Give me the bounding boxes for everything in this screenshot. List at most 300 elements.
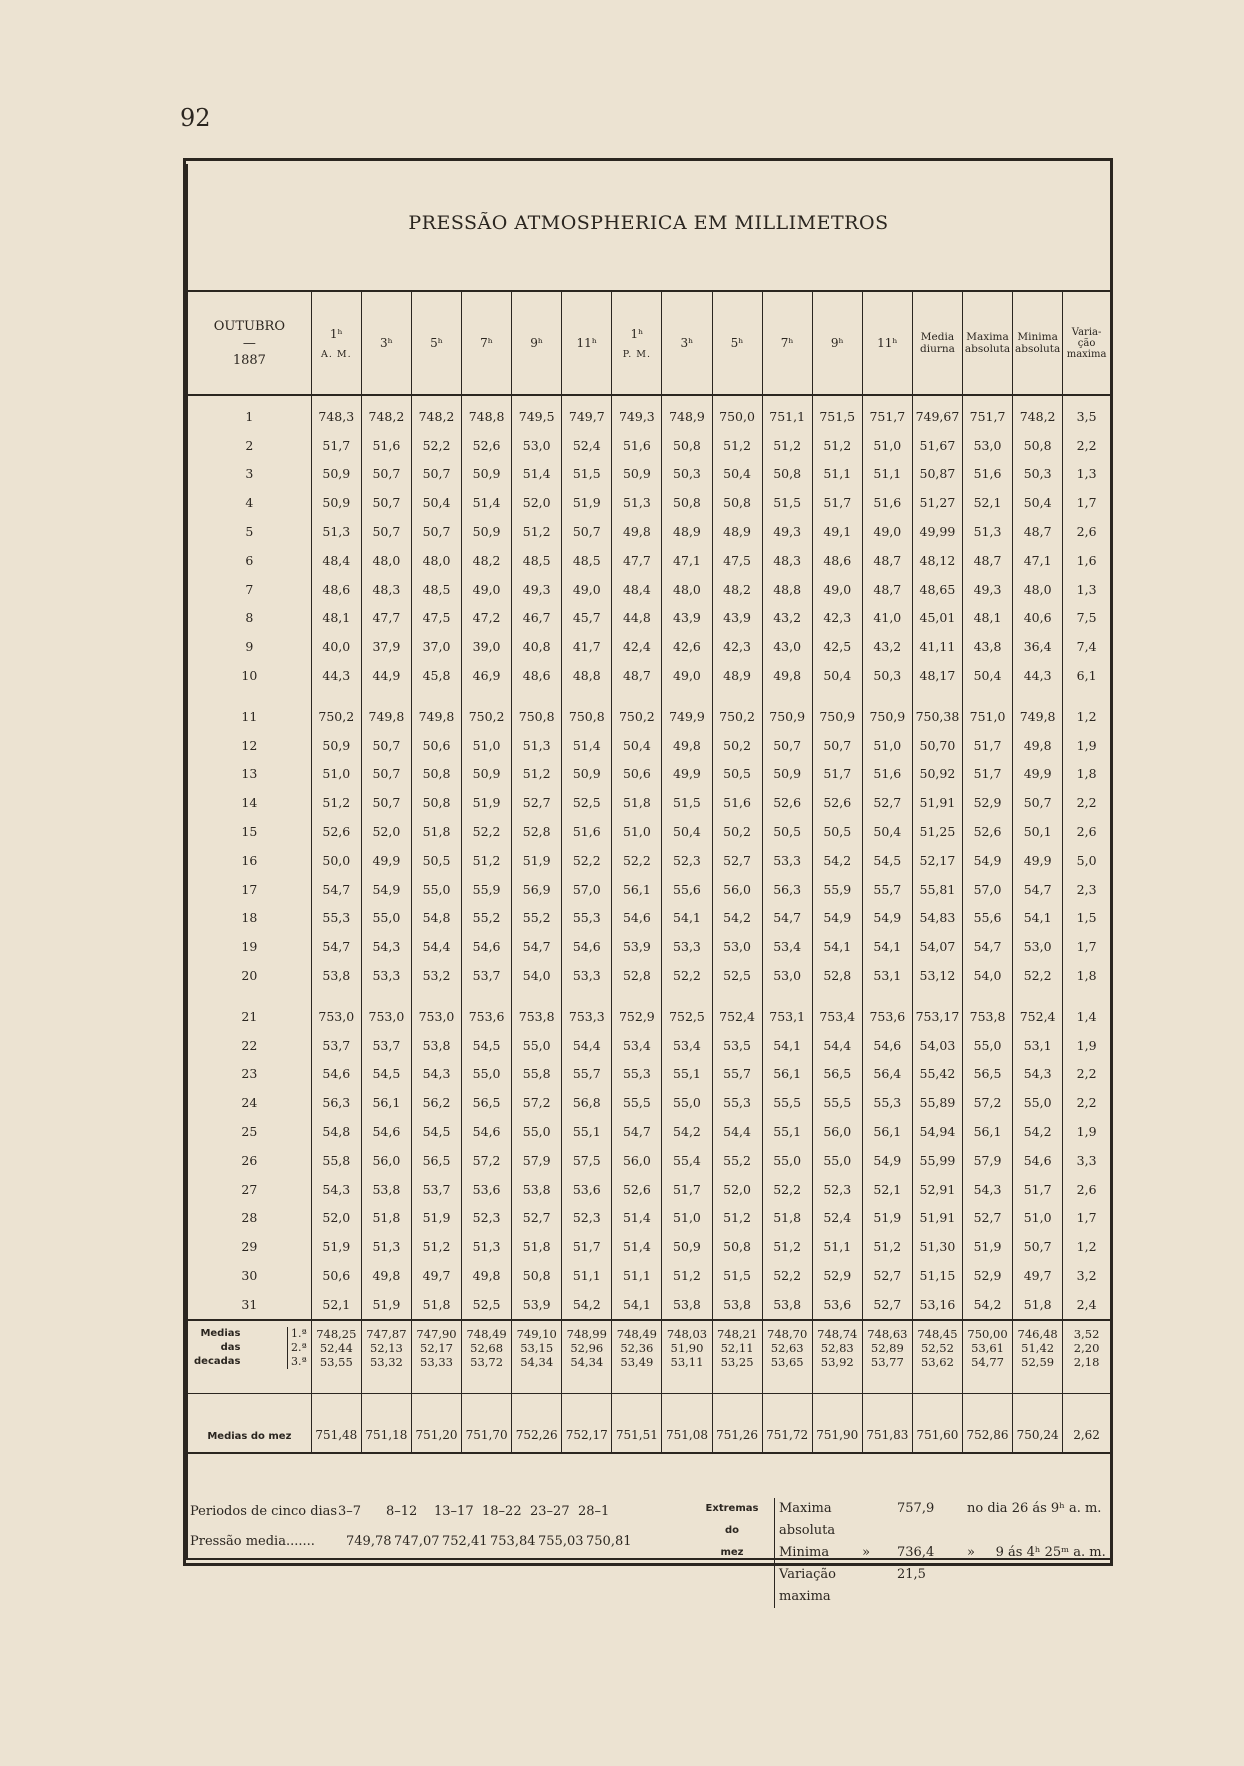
value-cell: 752,9 <box>612 1002 662 1031</box>
value-cell: 56,1 <box>962 1117 1012 1146</box>
value-cell: 50,9 <box>562 760 612 789</box>
value-cell: 53,4 <box>612 1031 662 1060</box>
value-cell: 54,0 <box>962 961 1012 990</box>
decade-mean-cell <box>1013 1320 1063 1394</box>
value-cell: 51,9 <box>361 1290 411 1320</box>
value-cell: 42,3 <box>812 604 862 633</box>
value-cell: 51,25 <box>912 817 962 846</box>
pressure-media-row <box>190 1528 634 1554</box>
value-cell: 51,1 <box>812 460 862 489</box>
value-cell: 48,6 <box>311 575 361 604</box>
value-cell: 55,0 <box>411 875 461 904</box>
decade-mean-value: 53,25 <box>720 1354 754 1369</box>
value-cell: 51,6 <box>862 488 912 517</box>
value-cell: 52,0 <box>311 1204 361 1233</box>
extreme-min: Minima » 736,4 » 9 ás 4ʰ 25ᵐ a. m. <box>779 1545 1106 1560</box>
value-cell: 751,7 <box>862 395 912 431</box>
value-cell: 50,4 <box>812 661 862 690</box>
value-cell: 51,5 <box>762 488 812 517</box>
value-cell: 50,5 <box>812 817 862 846</box>
value-cell: 50,5 <box>762 817 812 846</box>
value-cell: 50,9 <box>662 1232 712 1261</box>
gap-cell <box>411 690 461 702</box>
value-cell: 55,42 <box>912 1060 962 1089</box>
value-cell: 45,7 <box>562 604 612 633</box>
value-cell: 48,7 <box>862 575 912 604</box>
value-cell: 51,8 <box>612 788 662 817</box>
decade-mean-value: 52,36 <box>620 1340 654 1355</box>
table-row <box>188 575 1110 604</box>
value-cell: 49,0 <box>462 575 512 604</box>
gap-cell <box>662 990 712 1002</box>
value-cell: 55,3 <box>612 1060 662 1089</box>
decade-mean-value: 53,15 <box>520 1340 554 1355</box>
value-cell: 48,7 <box>612 661 662 690</box>
value-cell: 56,0 <box>812 1117 862 1146</box>
value-cell: 51,4 <box>612 1204 662 1233</box>
value-cell: 50,6 <box>411 731 461 760</box>
value-cell: 51,3 <box>512 731 562 760</box>
value-cell: 51,9 <box>962 1232 1012 1261</box>
value-cell: 51,1 <box>562 1261 612 1290</box>
value-cell: 55,6 <box>962 904 1012 933</box>
value-cell: 56,5 <box>962 1060 1012 1089</box>
value-cell: 53,1 <box>862 961 912 990</box>
value-cell: 53,3 <box>762 846 812 875</box>
value-cell: 53,8 <box>662 1290 712 1320</box>
decade-mean-value: 52,63 <box>770 1340 804 1355</box>
value-cell: 748,8 <box>462 395 512 431</box>
gap-cell <box>612 990 662 1002</box>
value-cell: 54,8 <box>411 904 461 933</box>
value-cell: 749,8 <box>411 702 461 731</box>
value-cell: 48,7 <box>962 546 1012 575</box>
value-cell: 53,7 <box>311 1031 361 1060</box>
value-cell: 1,5 <box>1063 904 1110 933</box>
value-cell: 52,7 <box>862 1261 912 1290</box>
value-cell: 50,7 <box>361 460 411 489</box>
gap-cell <box>361 990 411 1002</box>
value-cell: 50,7 <box>411 517 461 546</box>
value-cell: 55,9 <box>462 875 512 904</box>
value-cell: 51,3 <box>962 517 1012 546</box>
decade-mean-value: 2,18 <box>1073 1354 1100 1369</box>
value-cell: 750,2 <box>311 702 361 731</box>
value-cell: 53,7 <box>361 1031 411 1060</box>
value-cell: 54,2 <box>662 1117 712 1146</box>
value-cell: 52,2 <box>662 961 712 990</box>
value-cell: 54,4 <box>712 1117 762 1146</box>
value-cell: 50,5 <box>712 760 762 789</box>
gap-cell <box>1013 690 1063 702</box>
value-cell: 55,3 <box>311 904 361 933</box>
table-row <box>188 1261 1110 1290</box>
value-cell: 52,9 <box>962 1261 1012 1290</box>
value-cell: 54,1 <box>662 904 712 933</box>
table-row <box>188 817 1110 846</box>
value-cell: 52,7 <box>962 1204 1012 1233</box>
extremes-label: Extremas do mez <box>705 1503 759 1558</box>
value-cell: 748,2 <box>411 395 461 431</box>
value-cell: 50,9 <box>462 760 512 789</box>
value-cell: 53,8 <box>311 961 361 990</box>
value-cell: 50,8 <box>662 488 712 517</box>
value-cell: 51,8 <box>1013 1290 1063 1320</box>
value-cell: 52,2 <box>562 846 612 875</box>
value-cell: 53,3 <box>361 961 411 990</box>
value-cell: 51,9 <box>462 788 512 817</box>
value-cell: 54,3 <box>311 1175 361 1204</box>
value-cell: 42,5 <box>812 632 862 661</box>
value-cell: 46,9 <box>462 661 512 690</box>
value-cell: 53,6 <box>462 1175 512 1204</box>
value-cell: 3,5 <box>1063 395 1110 431</box>
value-cell: 56,8 <box>562 1088 612 1117</box>
table-row <box>188 788 1110 817</box>
decade-mean-value: 2,20 <box>1073 1340 1100 1355</box>
value-cell: 55,8 <box>311 1146 361 1175</box>
value-cell: 55,5 <box>612 1088 662 1117</box>
value-cell: 48,7 <box>1013 517 1063 546</box>
value-cell: 753,0 <box>311 1002 361 1031</box>
value-cell: 52,1 <box>862 1175 912 1204</box>
day-cell: 18 <box>241 910 258 926</box>
value-cell: 51,67 <box>912 431 962 460</box>
value-cell: 49,8 <box>1013 731 1063 760</box>
value-cell: 749,7 <box>562 395 612 431</box>
value-cell: 54,7 <box>311 875 361 904</box>
decade-mean-value: 52,96 <box>570 1340 604 1355</box>
table-row <box>188 1002 1110 1031</box>
decade-mean-value: 53,72 <box>470 1354 504 1369</box>
value-cell: 753,1 <box>762 1002 812 1031</box>
value-cell: 50,70 <box>912 731 962 760</box>
value-cell: 50,3 <box>862 661 912 690</box>
table-row <box>188 731 1110 760</box>
value-cell: 49,9 <box>361 846 411 875</box>
value-cell: 49,0 <box>862 517 912 546</box>
table-row <box>188 1117 1110 1146</box>
value-cell: 52,5 <box>462 1290 512 1320</box>
value-cell: 44,8 <box>612 604 662 633</box>
value-cell: 49,8 <box>361 1261 411 1290</box>
value-cell: 751,0 <box>962 702 1012 731</box>
value-cell: 53,9 <box>612 932 662 961</box>
value-cell: 50,5 <box>411 846 461 875</box>
value-cell: 43,9 <box>712 604 762 633</box>
value-cell: 2,2 <box>1063 1060 1110 1089</box>
value-cell: 50,7 <box>1013 788 1063 817</box>
value-cell: 48,5 <box>411 575 461 604</box>
value-cell: 45,01 <box>912 604 962 633</box>
gap-cell <box>762 990 812 1002</box>
value-cell: 47,7 <box>361 604 411 633</box>
value-cell: 51,4 <box>612 1232 662 1261</box>
value-cell: 54,6 <box>311 1060 361 1089</box>
value-cell: 52,6 <box>762 788 812 817</box>
value-cell: 753,0 <box>411 1002 461 1031</box>
value-cell: 54,9 <box>962 846 1012 875</box>
day-cell: 26 <box>241 1152 258 1168</box>
value-cell: 51,9 <box>562 488 612 517</box>
gap-cell <box>762 690 812 702</box>
period-range: 8–12 <box>386 1503 418 1519</box>
value-cell: 44,3 <box>1013 661 1063 690</box>
value-cell: 54,8 <box>311 1117 361 1146</box>
gap-cell <box>562 990 612 1002</box>
value-cell: 50,0 <box>311 846 361 875</box>
decade-mean-cell <box>662 1320 712 1394</box>
value-cell: 50,4 <box>662 817 712 846</box>
header-hour: 5ʰ <box>712 291 762 395</box>
value-cell: 1,3 <box>1063 460 1110 489</box>
value-cell: 52,7 <box>862 1290 912 1320</box>
value-cell: 2,6 <box>1063 517 1110 546</box>
header-variacao-maxima: Varia- ção maxima <box>1063 291 1110 395</box>
value-cell: 54,3 <box>361 932 411 961</box>
value-cell: 55,7 <box>862 875 912 904</box>
value-cell: 54,2 <box>812 846 862 875</box>
value-cell: 56,1 <box>862 1117 912 1146</box>
extreme-variation: Variação maxima 21,5 <box>779 1567 926 1604</box>
value-cell: 52,8 <box>812 961 862 990</box>
periods-label: Periodos de cinco dias <box>190 1503 338 1519</box>
value-cell: 53,0 <box>1013 932 1063 961</box>
period-range: 3–7 <box>338 1503 362 1519</box>
value-cell: 51,7 <box>311 431 361 460</box>
day-cell: 15 <box>241 824 258 840</box>
value-cell: 51,7 <box>812 488 862 517</box>
decade-mean-cell <box>862 1320 912 1394</box>
header-hour: 3ʰ <box>662 291 712 395</box>
header-hour: 1ʰ A. M. <box>311 291 361 395</box>
value-cell: 53,8 <box>712 1290 762 1320</box>
value-cell: 50,2 <box>712 731 762 760</box>
month-mean-cell: 752,17 <box>562 1393 612 1453</box>
value-cell: 53,3 <box>562 961 612 990</box>
value-cell: 48,0 <box>1013 575 1063 604</box>
value-cell: 48,12 <box>912 546 962 575</box>
value-cell: 50,9 <box>762 760 812 789</box>
period-pressure: 755,03 <box>538 1533 584 1549</box>
header-hour: 1ʰ P. M. <box>612 291 662 395</box>
gap-cell <box>912 990 962 1002</box>
decade-mean-cell <box>912 1320 962 1394</box>
value-cell: 51,4 <box>512 460 562 489</box>
value-cell: 39,0 <box>462 632 512 661</box>
value-cell: 1,7 <box>1063 488 1110 517</box>
value-cell: 51,3 <box>311 517 361 546</box>
day-cell: 29 <box>241 1239 258 1255</box>
value-cell: 753,6 <box>862 1002 912 1031</box>
value-cell: 53,6 <box>562 1175 612 1204</box>
value-cell: 55,7 <box>562 1060 612 1089</box>
value-cell: 43,2 <box>762 604 812 633</box>
decade-means-row <box>188 1320 1110 1394</box>
value-cell: 50,4 <box>712 460 762 489</box>
day-cell: 12 <box>241 737 258 753</box>
value-cell: 46,7 <box>512 604 562 633</box>
decade-mean-value: 748,49 <box>466 1326 507 1341</box>
gap-cell <box>188 990 311 1002</box>
value-cell: 57,2 <box>962 1088 1012 1117</box>
value-cell: 54,03 <box>912 1031 962 1060</box>
value-cell: 43,2 <box>862 632 912 661</box>
value-cell: 50,9 <box>311 488 361 517</box>
value-cell: 52,9 <box>962 788 1012 817</box>
header-hour: 3ʰ <box>361 291 411 395</box>
decade-mean-cell <box>1063 1320 1110 1394</box>
day-cell: 24 <box>241 1095 258 1111</box>
header-hour: 7ʰ <box>462 291 512 395</box>
value-cell: 48,6 <box>812 546 862 575</box>
header-hour: 5ʰ <box>411 291 461 395</box>
value-cell: 51,3 <box>462 1232 512 1261</box>
value-cell: 47,7 <box>612 546 662 575</box>
value-cell: 49,1 <box>812 517 862 546</box>
gap-cell <box>562 690 612 702</box>
decade-mean-cell <box>762 1320 812 1394</box>
value-cell: 54,9 <box>862 904 912 933</box>
value-cell: 51,15 <box>912 1261 962 1290</box>
table-row <box>188 661 1110 690</box>
pressure-table <box>188 290 1110 1454</box>
value-cell: 44,9 <box>361 661 411 690</box>
gap-cell <box>1063 990 1110 1002</box>
value-cell: 749,3 <box>612 395 662 431</box>
value-cell: 48,1 <box>962 604 1012 633</box>
day-cell: 22 <box>241 1037 258 1053</box>
value-cell: 54,7 <box>1013 875 1063 904</box>
value-cell: 750,38 <box>912 702 962 731</box>
table-row <box>188 546 1110 575</box>
value-cell: 53,6 <box>812 1290 862 1320</box>
gap-cell <box>512 690 562 702</box>
value-cell: 55,3 <box>712 1088 762 1117</box>
value-cell: 749,9 <box>662 702 712 731</box>
gap-cell <box>462 690 512 702</box>
value-cell: 50,4 <box>1013 488 1063 517</box>
value-cell: 48,7 <box>862 546 912 575</box>
decade-mean-value: 53,55 <box>319 1354 353 1369</box>
value-cell: 54,9 <box>361 875 411 904</box>
value-cell: 51,7 <box>962 731 1012 760</box>
decade-mean-value: 748,70 <box>767 1326 808 1341</box>
month-means-row <box>188 1393 1110 1453</box>
decade-mean-value: 53,32 <box>369 1354 403 1369</box>
value-cell: 51,3 <box>361 1232 411 1261</box>
day-cell: 28 <box>241 1210 258 1226</box>
gap-cell <box>311 990 361 1002</box>
decade-mean-cell <box>361 1320 411 1394</box>
value-cell: 52,5 <box>562 788 612 817</box>
day-cell: 23 <box>241 1066 258 1082</box>
decade-mean-value: 52,59 <box>1021 1354 1055 1369</box>
gap-cell <box>1063 690 1110 702</box>
value-cell: 55,0 <box>462 1060 512 1089</box>
value-cell: 753,0 <box>361 1002 411 1031</box>
value-cell: 53,0 <box>712 932 762 961</box>
value-cell: 49,9 <box>662 760 712 789</box>
value-cell: 53,0 <box>962 431 1012 460</box>
value-cell: 752,5 <box>662 1002 712 1031</box>
day-cell: 3 <box>245 466 254 482</box>
header-hour: 9ʰ <box>512 291 562 395</box>
value-cell: 54,5 <box>462 1031 512 1060</box>
value-cell: 52,3 <box>562 1204 612 1233</box>
value-cell: 2,2 <box>1063 431 1110 460</box>
value-cell: 53,0 <box>762 961 812 990</box>
decade-mean-value: 747,87 <box>366 1326 407 1341</box>
value-cell: 55,3 <box>862 1088 912 1117</box>
month-mean-cell: 751,90 <box>812 1393 862 1453</box>
value-cell: 55,89 <box>912 1088 962 1117</box>
value-cell: 54,5 <box>361 1060 411 1089</box>
value-cell: 47,5 <box>411 604 461 633</box>
decade-mean-cell <box>812 1320 862 1394</box>
value-cell: 51,5 <box>662 788 712 817</box>
period-pressure: 747,07 <box>394 1533 440 1549</box>
decade-mean-value: 53,92 <box>820 1354 854 1369</box>
value-cell: 750,2 <box>712 702 762 731</box>
day-cell: 1 <box>245 408 254 424</box>
value-cell: 54,1 <box>812 932 862 961</box>
month-mean-cell: 751,48 <box>311 1393 361 1453</box>
value-cell: 54,07 <box>912 932 962 961</box>
decade-mean-value: 3,52 <box>1073 1326 1100 1341</box>
value-cell: 51,2 <box>411 1232 461 1261</box>
value-cell: 53,8 <box>512 1175 562 1204</box>
value-cell: 50,8 <box>1013 431 1063 460</box>
value-cell: 48,9 <box>712 661 762 690</box>
value-cell: 751,5 <box>812 395 862 431</box>
value-cell: 51,1 <box>612 1261 662 1290</box>
gap-cell <box>1013 990 1063 1002</box>
value-cell: 55,0 <box>962 1031 1012 1060</box>
gap-cell <box>862 990 912 1002</box>
value-cell: 53,7 <box>411 1175 461 1204</box>
gap-cell <box>361 690 411 702</box>
table-row <box>188 460 1110 489</box>
value-cell: 1,9 <box>1063 1117 1110 1146</box>
value-cell: 54,7 <box>762 904 812 933</box>
value-cell: 55,2 <box>712 1146 762 1175</box>
value-cell: 54,4 <box>812 1031 862 1060</box>
value-cell: 42,6 <box>662 632 712 661</box>
value-cell: 43,9 <box>662 604 712 633</box>
header-maxima-absoluta: Maxima absoluta <box>962 291 1012 395</box>
value-cell: 51,8 <box>512 1232 562 1261</box>
table-row <box>188 1060 1110 1089</box>
value-cell: 55,7 <box>712 1060 762 1089</box>
value-cell: 753,3 <box>562 1002 612 1031</box>
value-cell: 55,1 <box>762 1117 812 1146</box>
value-cell: 53,9 <box>512 1290 562 1320</box>
value-cell: 52,4 <box>812 1204 862 1233</box>
value-cell: 52,3 <box>462 1204 512 1233</box>
value-cell: 51,0 <box>311 760 361 789</box>
value-cell: 57,5 <box>562 1146 612 1175</box>
value-cell: 50,7 <box>812 731 862 760</box>
value-cell: 50,8 <box>662 431 712 460</box>
day-cell: 16 <box>241 852 258 868</box>
value-cell: 52,0 <box>712 1175 762 1204</box>
gap-cell <box>812 690 862 702</box>
decade-gap <box>188 690 1110 702</box>
decade-mean-value: 52,44 <box>319 1340 353 1355</box>
value-cell: 51,7 <box>562 1232 612 1261</box>
value-cell: 48,4 <box>311 546 361 575</box>
